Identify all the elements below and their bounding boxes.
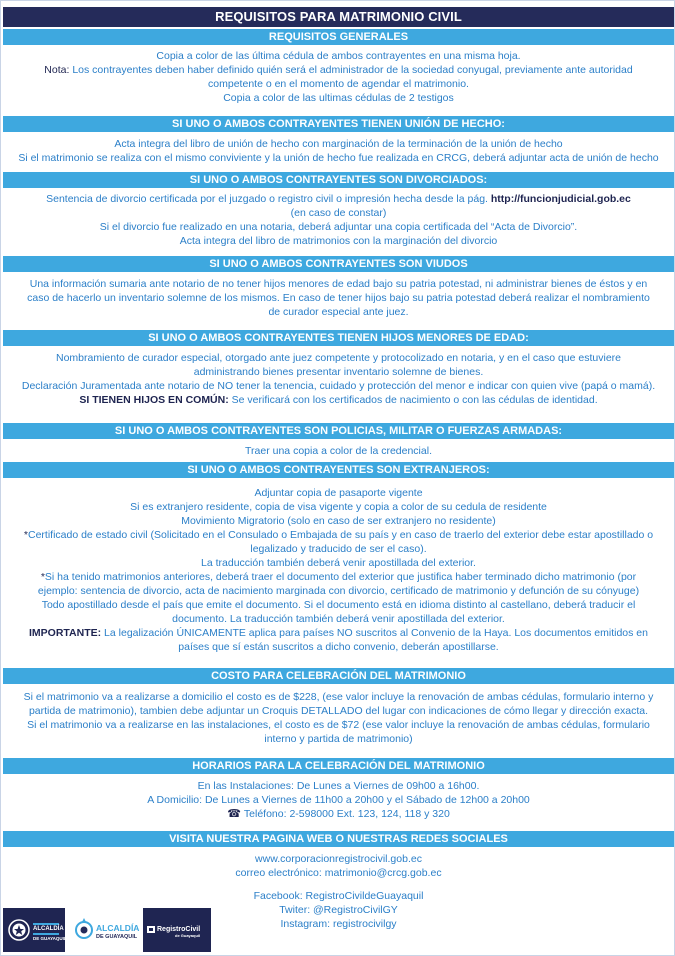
costo-line-3: Si el matrimonio va a realizarse en las instalaciones, el costo es de $72 (ese valor incluye la renovación de ambas cédulas, formulario <box>27 719 650 731</box>
ext-line-7 <box>7 570 670 584</box>
ext-text-7: Si ha tenido matrimonios anteriores, deberá traer el documento del exterior que justifica haber terminado dicho matrimonio (por <box>44 571 637 583</box>
note-label: Nota: <box>44 64 70 76</box>
ext-important-text: La legalización ÚNICAMENTE aplica para países NO suscritos al Convenio de la Haya. Los documentos emitidos en <box>101 627 648 639</box>
section-horarios <box>7 779 670 821</box>
costo-line-2: partida de matrimonio), tambien debe adjuntar un Croquis DETALLADO del lugar con indicaciones de cómo llegar y dirección exacta. <box>28 705 649 717</box>
section-header-policias: SI UNO O AMBOS CONTRAYENTES SON POLICIAS, MILITAR O FUERZAS ARMADAS: <box>3 423 674 439</box>
ext-important-label: IMPORTANTE: <box>29 627 102 639</box>
website-link[interactable]: www.corporacionregistrocivil.gob.ec <box>255 853 422 865</box>
registro-civil-logo <box>143 908 211 952</box>
section-header-hijos-menores: SI UNO O AMBOS CONTRAYENTES TIENEN HIJOS MENORES DE EDAD: <box>3 330 674 346</box>
twitter-text[interactable]: Twiter: @RegistroCivilGY <box>279 904 398 916</box>
ext-line-1: Adjuntar copia de pasaporte vigente <box>254 487 423 499</box>
horarios-line-2: A Domicilio: De Lunes a Viernes de 11h00 a 20h00 y el Sábado de 12h00 a 20h00 <box>147 794 530 806</box>
ext-line-2: Si es extranjero residente, copia de visa vigente y copia a color de su cedula de residente <box>130 501 547 513</box>
logo2-text-1: ALCALDÍA <box>96 923 140 933</box>
spacer <box>7 880 670 889</box>
section-header-general: REQUISITOS GENERALES <box>3 29 674 45</box>
ext-line-8: ejemplo: sentencia de divorcio, acta de nacimiento marginada con divorcio, certificado de matrimonio y defunción de su cónyuge) <box>37 585 640 597</box>
funcion-judicial-link[interactable]: http://funcionjudicial.gob.ec <box>490 193 631 205</box>
facebook-text[interactable]: Facebook: RegistroCivildeGuayaquil <box>253 890 424 902</box>
divorcio-line-3: Si el divorcio fue realizado en una notaria, deberá adjuntar una copia certificada del “Acta de Divorcio”. <box>99 221 578 233</box>
ext-line-6: La traducción también deberá venir apostillada del exterior. <box>201 557 476 569</box>
viudos-line-2: caso de hacerlo un inventario solemne de los mismos. En caso de tener hijos bajo su patria potestad deberá realizar el nombramiento <box>27 292 650 304</box>
ext-line-5: legalizado y traducido de ser el caso). <box>250 543 427 555</box>
ext-line-4 <box>7 528 670 542</box>
viudos-line-3: de curador especial ante juez. <box>268 306 409 318</box>
hijos-common-label: SI TIENEN HIJOS EN COMÚN: <box>79 394 229 406</box>
section-header-union-hecho: SI UNO O AMBOS CONTRAYENTES TIENEN UNIÓN DE HECHO: <box>3 116 674 132</box>
logo2-text-2: DE GUAYAQUIL <box>96 934 138 940</box>
logo3-subtext: de Guayaquil <box>175 933 201 938</box>
ext-line-9: Todo apostillado desde el país que emite el documento. Si el documento está en idioma distinto al castellano, deberá traducir el <box>41 599 636 611</box>
telephone-icon: ☎ <box>227 808 241 820</box>
section-header-divorciados: SI UNO O AMBOS CONTRAYENTES SON DIVORCIADOS: <box>3 172 674 188</box>
general-note-line-2: competente o en el momento de agendar el matrimonio. <box>208 78 469 90</box>
costo-line-4: interno y partida de matrimonio) <box>264 733 413 745</box>
divorcio-line-2: (en caso de constar) <box>290 207 387 219</box>
ext-line-12: países que sí están suscritos a dicho convenio, deberán apostillarse. <box>178 641 499 653</box>
ext-text-4: Certificado de estado civil (Solicitado en el Consulado o Embajada de su país y en caso de traerlo del exterior debe estar apostillado o <box>27 529 654 541</box>
instagram-text[interactable]: Instagram: registrocivilgy <box>280 918 397 930</box>
hijos-common-line <box>7 393 670 407</box>
horarios-phone-line <box>7 807 670 821</box>
divorcio-line-4: Acta integra del libro de matrimonios con la marginación del divorcio <box>179 235 498 247</box>
alcaldia-guayaquil-logo <box>72 908 140 952</box>
viudos-line-1: Una información sumaria ante notario de no tener hijos menores de edad bajo su patria potestad, ni administrar bienes de éstos y en <box>29 278 648 290</box>
section-general <box>7 49 670 105</box>
section-header-web: VISITA NUESTRA PAGINA WEB O NUESTRAS REDES SOCIALES <box>3 831 674 847</box>
hijos-line-2: administrando bienes presentar inventario solemne de bienes. <box>193 366 484 378</box>
section-union-hecho <box>7 137 670 165</box>
logo1-text-1: ALCALDÍA <box>33 926 64 932</box>
policias-line-1: Traer una copia a color de la credencial. <box>245 445 432 457</box>
general-line-1: Copia a color de las última cédula de ambos contrayentes en una misma hoja. <box>156 50 521 62</box>
logo1-text-2: DE GUAYAQUIL <box>33 936 67 941</box>
page-title: REQUISITOS PARA MATRIMONIO CIVIL <box>3 7 674 27</box>
divorcio-line-1 <box>7 192 670 206</box>
hijos-line-3: Declaración Juramentada ante notario de NO tener la tenencia, cuidado y protección del menor e indicar con quien vive (papá o mamá). <box>21 380 656 392</box>
ext-line-3: Movimiento Migratorio (solo en caso de ser extranjero no residente) <box>181 515 496 527</box>
ext-important-line <box>7 626 670 640</box>
section-hijos-menores <box>7 351 670 407</box>
horarios-line-1: En las Instalaciones: De Lunes a Viernes de 09h00 a 16h00. <box>197 780 480 792</box>
costo-line-1: Si el matrimonio va a realizarse a domicilio el costo es de $228, (ese valor incluye la renovación de ambas cédulas, formulario interno y <box>23 691 654 703</box>
general-line-4: Copia a color de las ultimas cédulas de 2 testigos <box>223 92 454 104</box>
horarios-phone-text: Teléfono: 2-598000 Ext. 123, 124, 118 y 320 <box>243 808 450 820</box>
section-header-horarios: HORARIOS PARA LA CELEBRACIÓN DEL MATRIMONIO <box>3 758 674 774</box>
general-note-line-1 <box>7 63 670 77</box>
section-header-costo: COSTO PARA CELEBRACIÓN DEL MATRIMONIO <box>3 668 674 684</box>
ext-star-2: * <box>40 571 45 583</box>
note-text: Los contrayentes deben haber definido quién será el administrador de la sociedad conyugal, previamente ante autoridad <box>69 64 633 76</box>
section-header-extranjeros: SI UNO O AMBOS CONTRAYENTES SON EXTRANJEROS: <box>3 462 674 478</box>
section-costo <box>7 690 670 746</box>
section-header-viudos: SI UNO O AMBOS CONTRAYENTES SON VIUDOS <box>3 256 674 272</box>
hijos-line-1: Nombramiento de curador especial, otorgado ante juez competente y protocolizado en notaria, y en el caso que estuviere <box>55 352 621 364</box>
email-text[interactable]: correo electrónico: matrimonio@crcg.gob.ec <box>235 867 442 879</box>
section-viudos <box>7 277 670 319</box>
logo3-text: RegistroCivil <box>157 926 201 933</box>
section-policias <box>7 444 670 458</box>
union-line-1: Acta integra del libro de unión de hecho con marginación de la terminación de la unión de hecho <box>114 138 563 150</box>
ext-line-10: documento. La traducción también deberá venir apostillada del exterior. <box>172 613 505 625</box>
hijos-common-text: Se verificará con los certificados de nacimiento o con las cédulas de identidad. <box>228 394 598 406</box>
alcaldia-seal-logo <box>3 908 65 952</box>
ext-star-1: * <box>23 529 28 541</box>
section-extranjeros <box>7 486 670 654</box>
section-divorciados <box>7 192 670 248</box>
union-line-2: Si el matrimonio se realiza con el mismo conviviente y la unión de hecho fue realizada en CRCG, deberá adjuntar acta de unión de hecho <box>18 152 659 164</box>
divorcio-text: Sentencia de divorcio certificada por el juzgado o registro civil o impresión hecha desde la pág. <box>46 193 491 205</box>
